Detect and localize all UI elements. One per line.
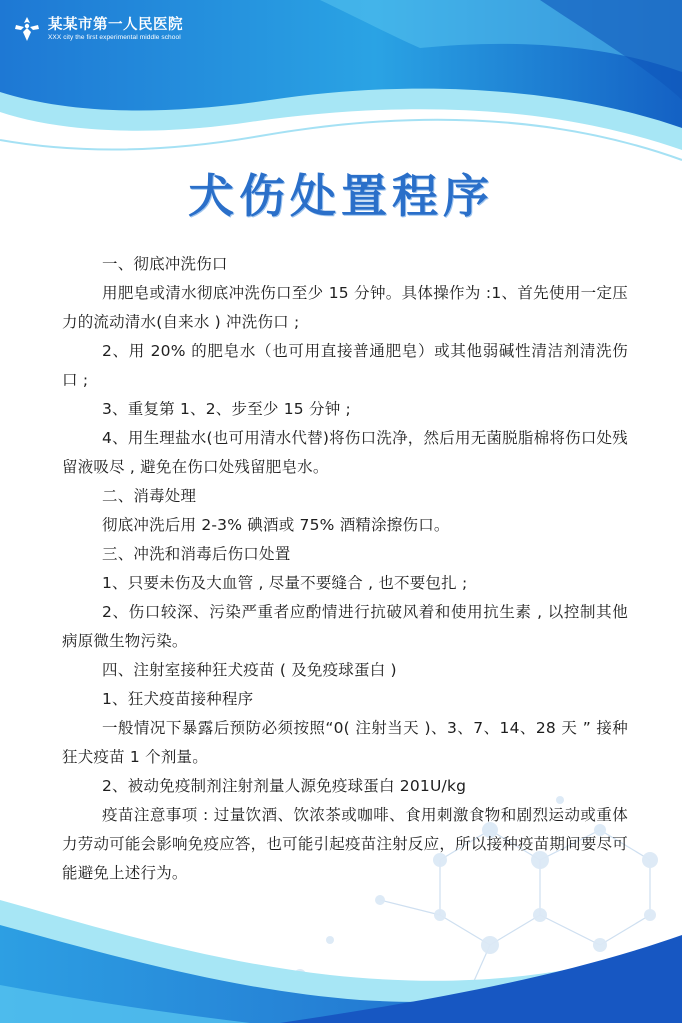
hospital-emblem-icon bbox=[12, 14, 42, 44]
section-3-heading: 三、冲洗和消毒后伤口处置 bbox=[102, 545, 291, 563]
content-body bbox=[62, 250, 628, 888]
section-1-intro: 用肥皂或清水彻底冲洗伤口至少 15 分钟。具体操作为 :1、首先使用一定压力的流动清水(自来水 ) 冲洗伤口 ; bbox=[62, 284, 628, 331]
section-2-heading: 二、消毒处理 bbox=[102, 487, 197, 505]
section-4-subheading: 1、狂犬疫苗接种程序 bbox=[102, 690, 254, 708]
section-4-immunoglobulin: 2、被动免疫制剂注射剂量人源免疫球蛋白 201U/kg bbox=[102, 777, 467, 795]
section-1-step-3: 3、重复第 1、2、步至少 15 分钟 ; bbox=[102, 400, 351, 418]
section-2-text: 彻底冲洗后用 2-3% 碘酒或 75% 酒精涂擦伤口。 bbox=[102, 516, 450, 534]
section-3-item-1: 1、只要未伤及大血管 , 尽量不要缝合 , 也不要包扎 ; bbox=[102, 574, 468, 592]
vaccine-precautions: 疫苗注意事项 : 过量饮酒、饮浓茶或咖啡、食用刺激食物和剧烈运动或重体力劳动可能会影响免疫应答，也可能引起疫苗注射反应，所以接种疫苗期间要尽可能避免上述行为。 bbox=[62, 806, 628, 882]
hospital-subtitle: XXX city the first experimental middle school bbox=[48, 33, 181, 41]
hospital-name: 某某市第一人民医院 bbox=[48, 16, 183, 33]
page-title: 犬伤处置程序 bbox=[188, 169, 494, 223]
section-1-step-4: 4、用生理盐水(也可用清水代替)将伤口洗净，然后用无菌脱脂棉将伤口处残留液吸尽 , 避免在伤口处残留肥皂水。 bbox=[62, 429, 628, 476]
section-1-step-2: 2、用 20% 的肥皂水（也可用直接普通肥皂）或其他弱碱性清洁剂清洗伤口 ; bbox=[62, 342, 628, 389]
hospital-logo bbox=[12, 14, 183, 44]
section-3-item-2: 2、伤口较深、污染严重者应酌情进行抗破风着和使用抗生素 , 以控制其他病原微生物污染。 bbox=[62, 603, 628, 650]
section-1-heading: 一、彻底冲洗伤口 bbox=[102, 255, 228, 273]
section-4-heading: 四、注射室接种狂犬疫苗 ( 及免疫球蛋白 ) bbox=[102, 661, 397, 679]
section-4-schedule: 一般情况下暴露后预防必须按照“0( 注射当天 )、3、7、14、28 天 ” 接种狂犬疫苗 1 个剂量。 bbox=[62, 719, 628, 766]
